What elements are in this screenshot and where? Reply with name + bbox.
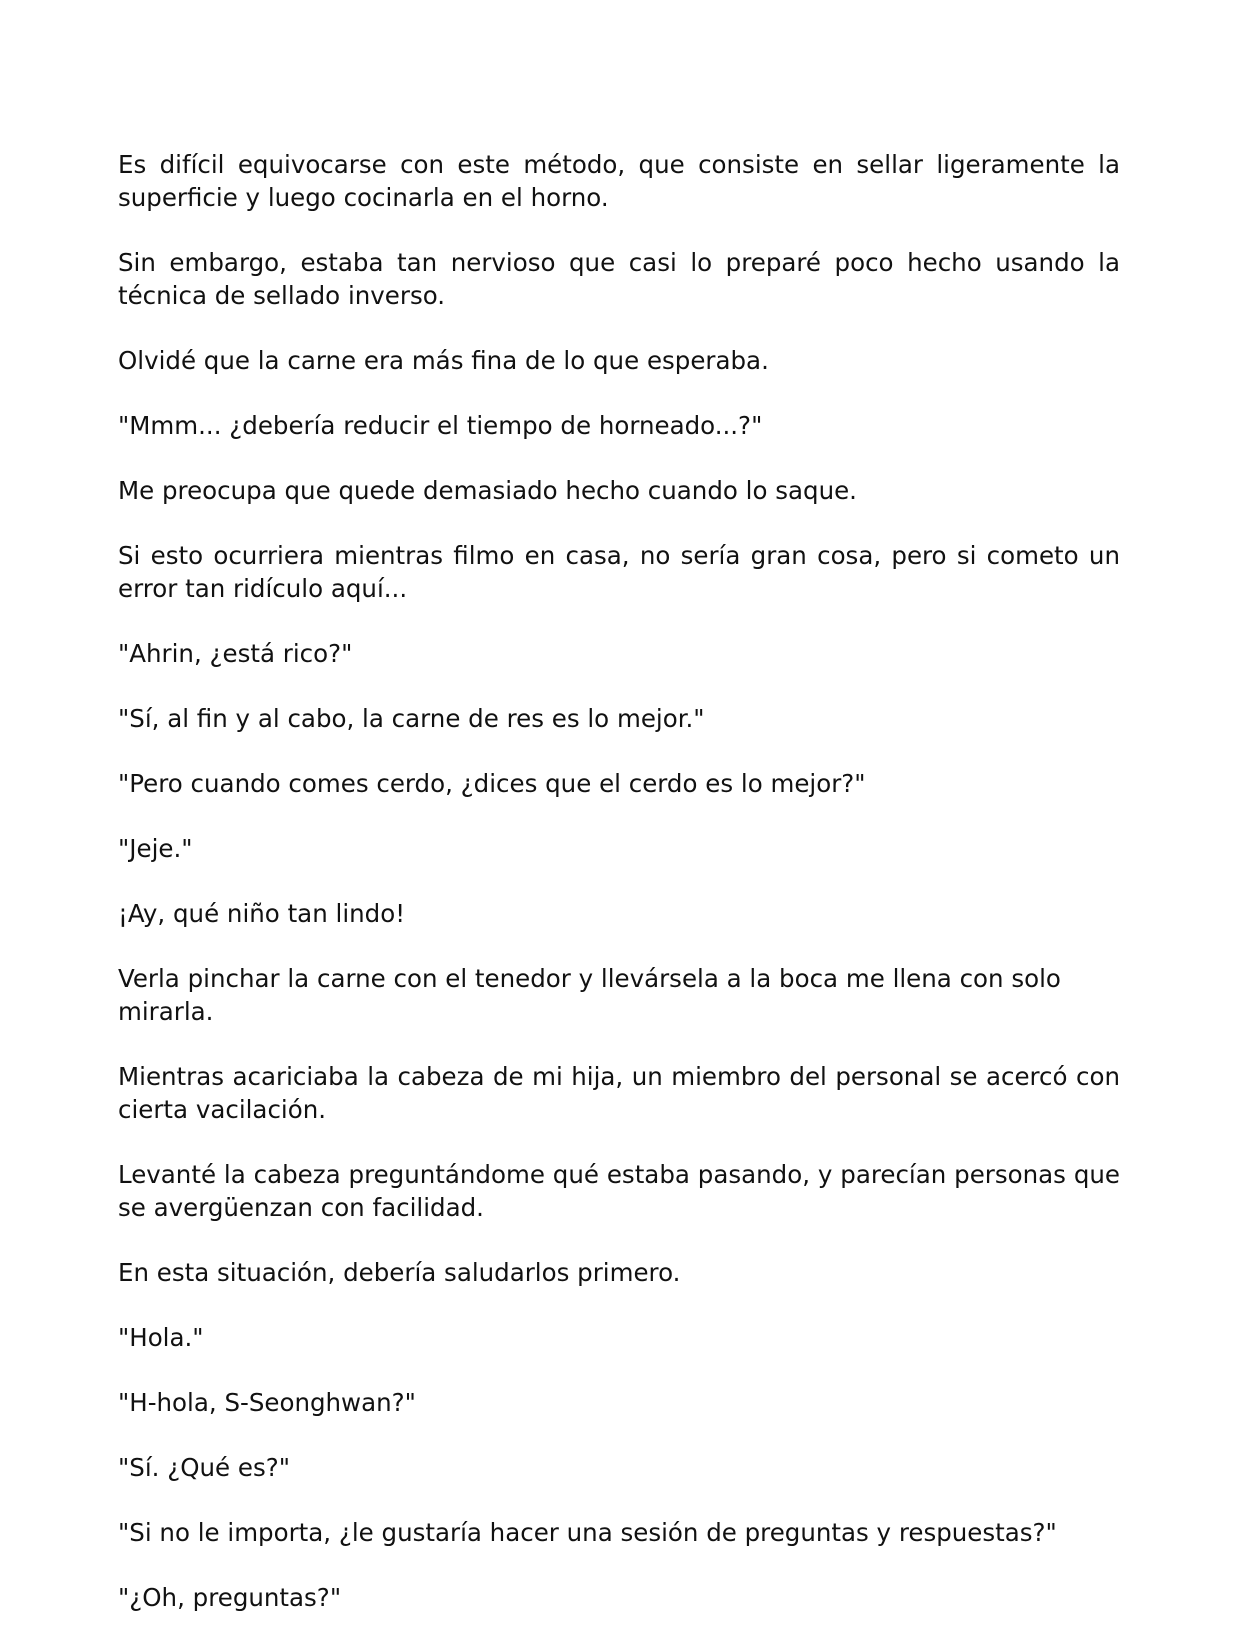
paragraph-19: "Si no le importa, ¿le gustaría hacer una sesión de preguntas y respuestas?" (118, 1518, 1057, 1547)
paragraph-6: Si esto ocurriera mientras filmo en casa, no sería gran cosa, pero si cometo un error tan ridículo aquí... (118, 541, 1120, 603)
paragraph-20: "¿Oh, preguntas?" (118, 1583, 342, 1612)
paragraph-11: ¡Ay, qué niño tan lindo! (118, 899, 406, 928)
paragraph-14: Levanté la cabeza preguntándome qué estaba pasando, y parecían personas que se avergüenzan con facilidad. (118, 1160, 1120, 1222)
paragraph-5: Me preocupa que quede demasiado hecho cuando lo saque. (118, 476, 857, 505)
paragraph-9: "Pero cuando comes cerdo, ¿dices que el cerdo es lo mejor?" (118, 769, 866, 798)
paragraph-2: Sin embargo, estaba tan nervioso que casi lo preparé poco hecho usando la técnica de sellado inverso. (118, 248, 1120, 310)
paragraph-7: "Ahrin, ¿está rico?" (118, 639, 353, 668)
paragraph-16: "Hola." (118, 1323, 204, 1352)
paragraph-8: "Sí, al fin y al cabo, la carne de res es lo mejor." (118, 704, 705, 733)
paragraph-4: "Mmm... ¿debería reducir el tiempo de horneado...?" (118, 411, 763, 440)
paragraph-15: En esta situación, debería saludarlos primero. (118, 1258, 681, 1287)
paragraph-1: Es difícil equivocarse con este método, que consiste en sellar ligeramente la superficie y luego cocinarla en el horno. (118, 150, 1120, 212)
paragraph-3: Olvidé que la carne era más fina de lo que esperaba. (118, 346, 769, 375)
paragraph-17: "H-hola, S-Seonghwan?" (118, 1388, 416, 1417)
paragraph-12: Verla pinchar la carne con el tenedor y llevársela a la boca me llena con solo mirarla. (118, 964, 1061, 1026)
document-page (118, 148, 1120, 1646)
paragraph-13: Mientras acariciaba la cabeza de mi hija, un miembro del personal se acercó con cierta vacilación. (118, 1062, 1120, 1124)
paragraph-18: "Sí. ¿Qué es?" (118, 1453, 290, 1482)
paragraph-10: "Jeje." (118, 834, 193, 863)
